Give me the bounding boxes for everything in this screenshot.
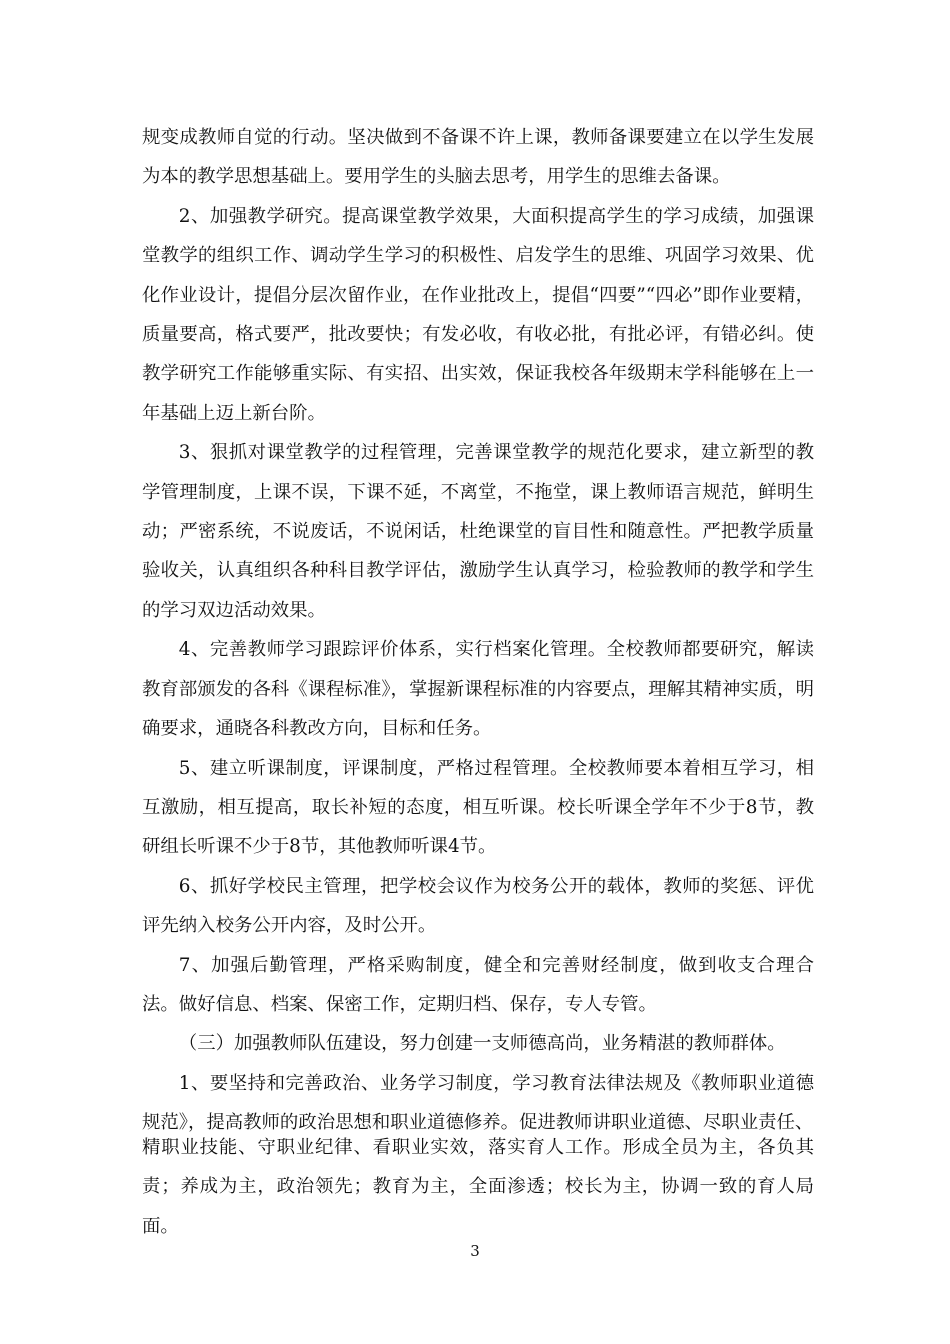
section-heading-teacher-team: （三）加强教师队伍建设，努力创建一支师德高尚，业务精湛的教师群体。 [178, 1033, 786, 1055]
paragraph-item-4-evaluation-system: 4、完善教师学习跟踪评价体系，实行档案化管理。全校教师都要研究，解读教育部颁发的各科《课程标准》，掌握新课程标准的内容要点，理解其精神实质，明确要求，通晓各科教改方向，目标和任务。 [142, 639, 814, 740]
paragraph-tail: 精职业技能、守职业纪律、看职业实效，落实育人工作。形成全员为主，各负其责；养成为主，政治领先；教育为主，全面渗透；校长为主，协调一致的育人局面。 [142, 1137, 814, 1237]
page-number: 3 [470, 1242, 480, 1260]
paragraph-continuation: 规变成教师自觉的行动。坚决做到不备课不许上课，教师备课要建立在以学生发展为本的教学思想基础上。要用学生的头脑去思考，用学生的思维去备课。 [142, 127, 814, 188]
paragraph-item-6-democratic-management: 6、抓好学校民主管理，把学校会议作为校务公开的载体，教师的奖惩、评优评先纳入校务公开内容，及时公开。 [142, 875, 814, 937]
paragraph-item-2-teaching-research: 2、加强教学研究。提高课堂教学效果，大面积提高学生的学习成绩，加强课堂教学的组织工作、调动学生学习的积极性、启发学生的思维、巩固学习效果、优化作业设计，提倡分层次留作业，在作业批改上，提倡“四要”“四必”即作业要精，质量要高，格式要严，批改要快；有发必收，有收必批，有批必评，有错必纠。使教学研究工作能够重实际、有实招、出实效，保证我校各年级期末学科能够在上一年基础上迈上新台阶。 [142, 205, 814, 424]
paragraph-item-1-study-system: 1、要坚持和完善政治、业务学习制度，学习教育法律法规及《教师职业道德规范》，提高教师的政治思想和职业道德修养。促进教师讲职业道德、尽职业责任、 [142, 1072, 814, 1134]
paragraph-item-3-classroom-management: 3、狠抓对课堂教学的过程管理，完善课堂教学的规范化要求，建立新型的教学管理制度，上课不误，下课不延，不离堂，不拖堂，课上教师语言规范，鲜明生动；严密系统，不说废话，不说闲话，杜绝课堂的盲目性和随意性。严把教学质量验收关，认真组织各种科目教学评估，激励学生认真学习，检验教师的教学和学生的学习双边活动效果。 [142, 442, 814, 621]
paragraph-item-7-logistics: 7、加强后勤管理，严格采购制度，健全和完善财经制度，做到收支合理合法。做好信息、档案、保密工作，定期归档、保存，专人专管。 [142, 954, 814, 1015]
body-text [142, 118, 814, 1143]
paragraph-item-5-lesson-observation: 5、建立听课制度，评课制度，严格过程管理。全校教师要本着相互学习，相互激励，相互提高，取长补短的态度，相互听课。校长听课全学年不少于8节，教研组长听课不少于8节，其他教师听课4节。 [142, 757, 814, 858]
body-text-tail [142, 1128, 814, 1246]
